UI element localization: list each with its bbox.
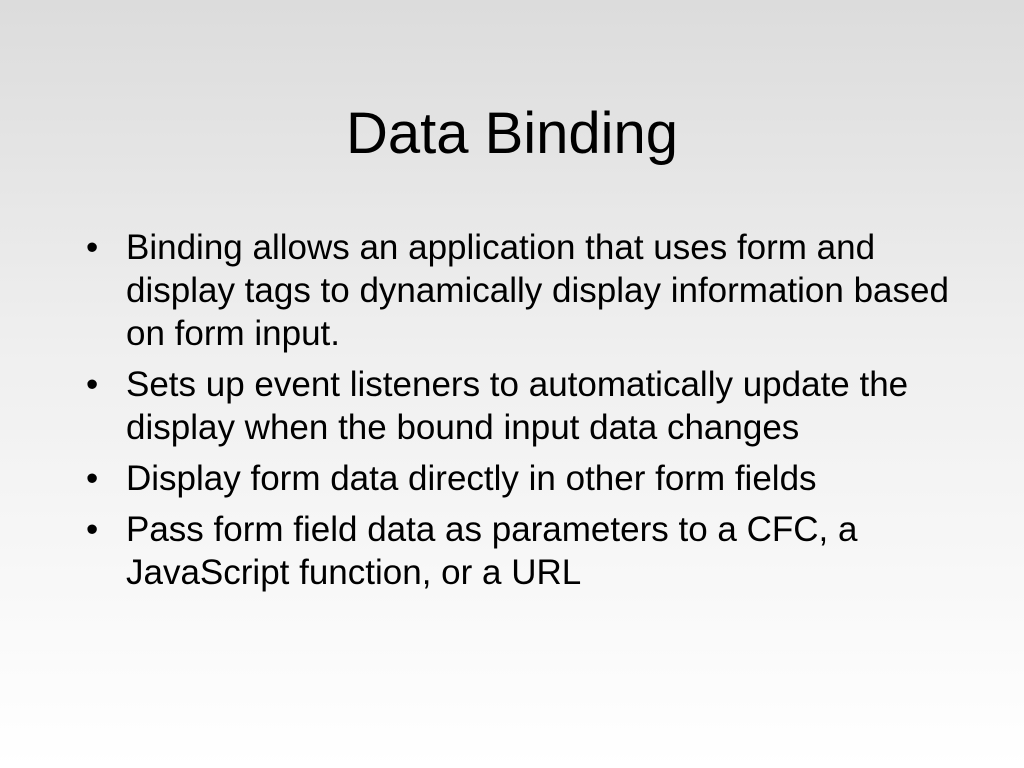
bullet-marker: • xyxy=(86,459,99,498)
slide-title: Data Binding xyxy=(345,101,679,166)
bullet-text: Sets up event listeners to automatically update the display when the bound input data changes xyxy=(126,365,909,447)
bullet-text: Binding allows an application that uses form and display tags to dynamically display information based on form input. xyxy=(126,228,949,353)
bullet-marker: • xyxy=(86,510,99,549)
bullet-item xyxy=(86,363,956,449)
bullet-item xyxy=(86,508,956,594)
bullet-item xyxy=(86,457,956,500)
bullet-list xyxy=(86,226,956,602)
bullet-text: Pass form field data as parameters to a CFC, a JavaScript function, or a URL xyxy=(126,510,858,592)
bullet-text: Display form data directly in other form fields xyxy=(126,459,817,498)
bullet-marker: • xyxy=(86,228,99,267)
bullet-item xyxy=(86,226,956,355)
bullet-marker: • xyxy=(86,365,99,404)
